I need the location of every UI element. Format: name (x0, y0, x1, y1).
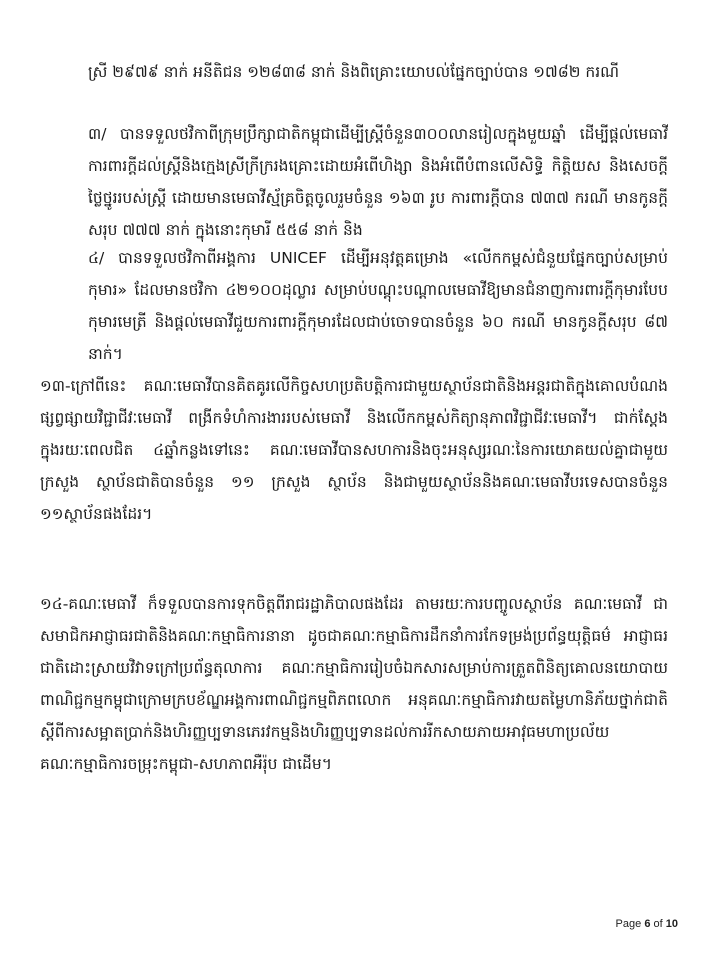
paragraph-continuation: ស្រី ២៩៧៩ នាក់ អនីតិជន ១២៨៣៨ នាក់ និងពិគ្រោះយោបល់ផ្នែកច្បាប់បាន ១៧៨២ ករណី (88, 63, 620, 81)
total-pages-number: 10 (665, 918, 678, 930)
paragraph-13: ១៣-ក្រៅពីនេះ គណៈមេធាវីបានគិតគូរលើកិច្ចសហប្រតិបត្តិការជាមួយស្ថាប័នជាតិនិងអន្តរជាតិក្នុងគោលបំណងផ្សព្វផ្សាយវិជ្ជាជីវៈមេធាវី ពង្រីកទំហំការងាររបស់មេធាវី និងលើកកម្ពស់កិត្យានុភាពវិជ្ជាជីវៈមេធាវី។ ជាក់ស្តែងក្នុងរយៈពេលជិត ៤ឆ្នាំកន្លងទៅនេះ គណៈមេធាវីបានសហការនិងចុះអនុស្សរណៈនៃការយោគយល់គ្នាជាមួយក្រសួង ស្ថាប័នជាតិបានចំនួន ១១ ក្រសួង ស្ថាប័ន និងជាមួយស្ថាប័ននិងគណៈមេធាវីបរទេសបានចំនួន ១១ស្ថាប័នផងដែរ។ (40, 377, 668, 523)
paragraph-item-3: ៣/ បានទទួលថវិកាពីក្រុមប្រឹក្សាជាតិកម្ពុជាដើម្បីស្ត្រីចំនួន៣០០លានរៀលក្នុងមួយឆ្នាំ ដើម្បីផ្តល់មេធាវីការពារក្តីដល់ស្ត្រីនិងក្មេងស្រីក្រីក្ររងគ្រោះដោយអំពើហិង្សា និងអំពើបំពានលើសិទ្ធិ កិត្តិយស និងសេចក្តីថ្លៃថ្នូររបស់ស្ត្រី ដោយមានមេធាវីស្ម័គ្រចិត្តចូលរួមចំនួន ១៦៣ រូប ការពារក្តីបាន ៧៣៧ ករណី មានកូនក្តីសរុប ៧៧៧ នាក់ ក្នុងនោះកុមារី ៥៥៨ នាក់ និង (88, 125, 668, 239)
page-label: Page (615, 918, 642, 930)
of-label: of (653, 918, 663, 930)
paragraph-14: ១៤-គណៈមេធាវី ក៏ទទួលបានការទុកចិត្តពីរាជរដ្ឋាភិបាលផងដែរ តាមរយៈការបញ្ចូលស្ថាប័ន គណៈមេធាវី ជាសមាជិកអាជ្ញាធរជាតិនិងគណៈកម្មាធិការនានា ដូចជាគណៈកម្មាធិការដឹកនាំការកែទម្រង់ប្រព័ន្ធយុត្តិធម៌ អាជ្ញាធរជាតិដោះស្រាយវិវាទក្រៅប្រព័ន្ធតុលាការ គណៈកម្មាធិការរៀបចំឯកសារសម្រាប់ការត្រួតពិនិត្យគោលនយោបាយពាណិជ្ជកម្មកម្ពុជាក្រោមក្របខ័ណ្ឌអង្គការពាណិជ្ជកម្មពិភពលោក អនុគណៈកម្មាធិការវាយតម្លៃហានិភ័យថ្នាក់ជាតិស្តីពីការសម្អាតប្រាក់និងហិរញ្ញប្បទានភេរវកម្មនិងហិរញ្ញប្បទានដល់ការរីកសាយភាយអាវុធមហាប្រល័យ គណៈកម្មាធិការចម្រុះកម្ពុជា-សហភាពអឺរ៉ុប ជាដើម។ (40, 595, 668, 773)
paragraph-item-4: ៤/ បានទទួលថវិកាពីអង្គការ UNICEF ដើម្បីអនុវត្តគម្រោង «លើកកម្ពស់ជំនួយផ្នែកច្បាប់សម្រាប់កុមារ» ដែលមានថវិកា ៤២១០០ដុល្លារ សម្រាប់បណ្តុះបណ្តាលមេធាវីឱ្យមានជំនាញការពារក្តីកុមារបែបកុមារមេត្រី និងផ្តល់មេធាវីជួយការពារក្តីកុមារដែលជាប់ចោទបានចំនួន ៦០ ករណី មានកូនក្តីសរុប ៨៧ នាក់។ (88, 249, 668, 363)
page-footer (616, 918, 678, 930)
current-page-number: 6 (644, 918, 651, 930)
